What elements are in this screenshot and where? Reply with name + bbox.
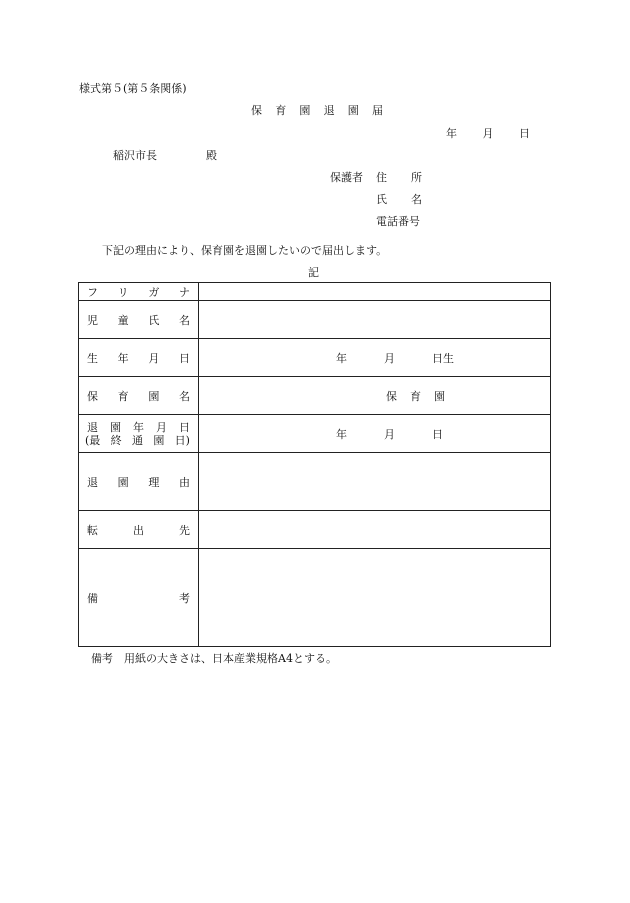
nursery-name-label: 保 育 園 名 [87,389,190,403]
furigana-field[interactable] [199,283,551,301]
guardian-label: 保護者 [330,171,363,184]
footnote: 備考 用紙の大きさは、日本産業規格A4とする。 [91,652,337,665]
table-row-birthdate [79,339,551,377]
withdrawal-form-table [78,282,551,647]
withdrawal-date-field[interactable]: 年 月 日 [199,415,551,453]
addressee: 稲沢市長 [113,149,157,162]
table-row-furigana [79,283,551,301]
table-row-child-name [79,301,551,339]
table-row-reason [79,453,551,511]
birthdate-field[interactable]: 年 月 日生 [199,339,551,377]
last-attendance-label: (最 終 通 園 日) [85,433,190,447]
destination-label: 転 出 先 [87,523,190,537]
table-row-destination [79,511,551,549]
guardian-phone-label: 電話番号 [376,215,420,228]
remarks-field[interactable] [199,549,551,647]
destination-field[interactable] [199,511,551,549]
nursery-name-field[interactable]: 保 育 園 [199,377,551,415]
child-name-label: 児 童 氏 名 [87,313,190,327]
table-row-withdrawal-date [79,415,551,453]
withdrawal-date-label: 退 園 年 月 日 [87,420,190,434]
table-row-remarks [79,549,551,647]
furigana-label: フ リ ガ ナ [87,285,190,299]
birthdate-label: 生 年 月 日 [87,351,190,365]
submission-date: 年 月 日 [446,127,530,140]
intro-text: 下記の理由により、保育園を退園したいので届出します。 [102,244,388,257]
reason-field[interactable] [199,453,551,511]
form-number: 様式第５(第５条関係) [79,82,187,95]
child-name-field[interactable] [199,301,551,339]
table-row-nursery [79,377,551,415]
guardian-name-label: 氏 名 [376,193,422,206]
honorific: 殿 [206,149,217,162]
ki-label: 記 [308,266,319,279]
remarks-label: 備 考 [87,591,190,605]
reason-label: 退 園 理 由 [87,475,190,489]
document-title: 保 育 園 退 園 届 [251,104,383,117]
guardian-address-label: 住 所 [376,171,422,184]
